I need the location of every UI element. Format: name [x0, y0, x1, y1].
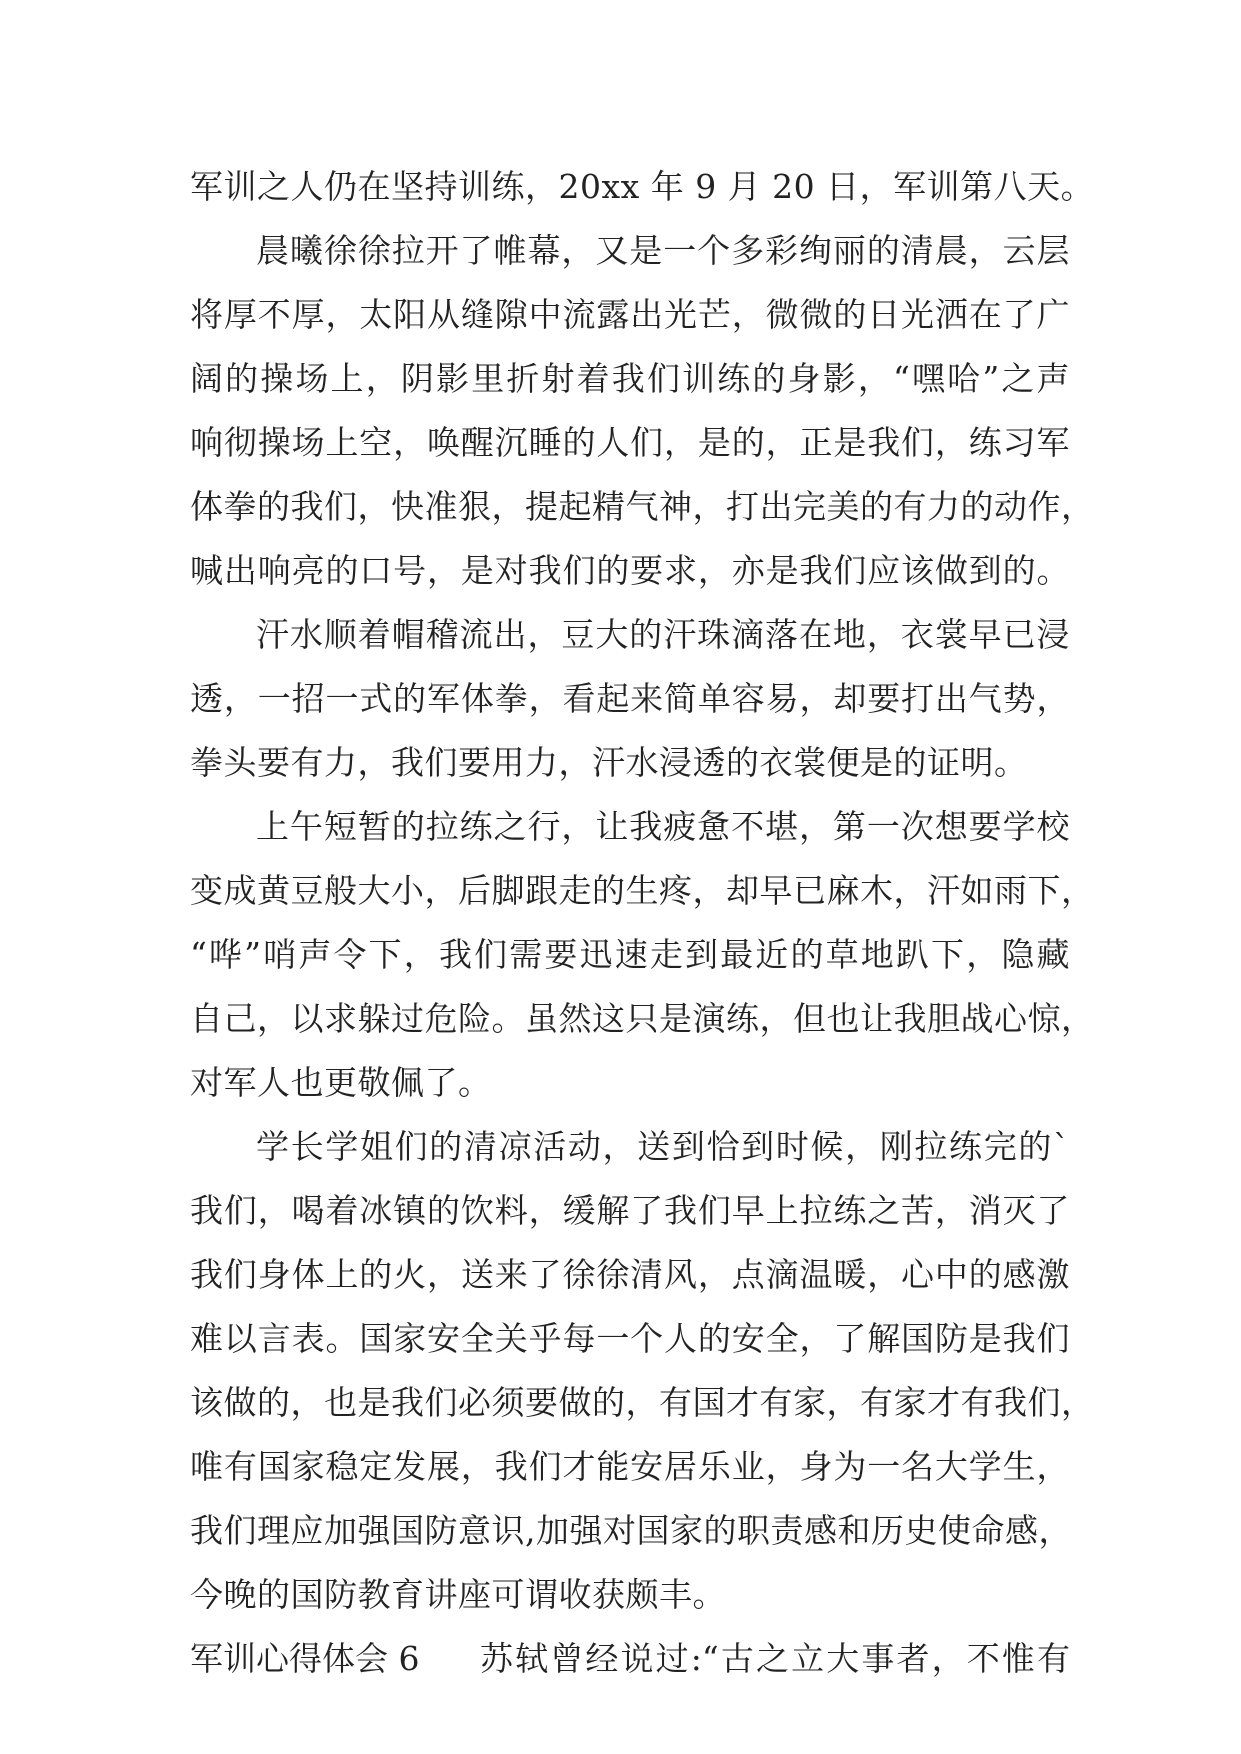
paragraph: [190, 219, 1095, 603]
text-line: 阔的操场上，阴影里折射着我们训练的身影，“嘿哈”之声: [190, 359, 1070, 398]
text-line: 对军人也更敬佩了。: [190, 1063, 492, 1102]
text-line: 学长学姐们的清凉活动，送到恰到时候，刚拉练完的`: [256, 1127, 1070, 1166]
text-line: 上午短暂的拉练之行，让我疲惫不堪，第一次想要学校: [256, 807, 1070, 846]
paragraph: [190, 1115, 1095, 1627]
text-line: 军训之人仍在坚持训练，20xx 年 9 月 20 日，军训第八天。: [190, 167, 1095, 206]
text-line: 透，一招一式的军体拳，看起来简单容易，却要打出气势，: [190, 679, 1070, 718]
text-line: 我们身体上的火，送来了徐徐清风，点滴温暖，心中的感激: [190, 1255, 1070, 1294]
text-line: 该做的，也是我们必须要做的，有国才有家，有家才有我们，: [190, 1383, 1095, 1422]
paragraph: [190, 155, 1095, 219]
text-line: 喊出响亮的口号，是对我们的要求，亦是我们应该做到的。: [190, 551, 1070, 590]
text-line: 将厚不厚，太阳从缝隙中流露出光芒，微微的日光洒在了广: [190, 295, 1070, 334]
text-line: “哗”哨声令下，我们需要迅速走到最近的草地趴下，隐藏: [190, 935, 1070, 974]
text-line: 我们，喝着冰镇的饮料，缓解了我们早上拉练之苦，消灭了: [190, 1191, 1070, 1230]
paragraph: [190, 795, 1095, 1115]
text-line: 汗水顺着帽稽流出，豆大的汗珠滴落在地，衣裳早已浸: [256, 615, 1070, 654]
text-line: 体拳的我们，快准狠，提起精气神，打出完美的有力的动作，: [190, 487, 1095, 526]
section-heading: 军训心得体会 6: [190, 1639, 420, 1678]
text-line: 拳头要有力，我们要用力，汗水浸透的衣裳便是的证明。: [190, 743, 1028, 782]
text-line: 响彻操场上空，唤醒沉睡的人们，是的，正是我们，练习军: [190, 423, 1070, 462]
text-line: 今晚的国防教育讲座可谓收获颇丰。: [190, 1575, 726, 1614]
text-line: 变成黄豆般大小，后脚跟走的生疼，却早已麻木，汗如雨下，: [190, 871, 1095, 910]
paragraph: [190, 603, 1070, 795]
text-line: 唯有国家稳定发展，我们才能安居乐业，身为一名大学生，: [190, 1447, 1070, 1486]
section-text: 苏轼曾经说过:“古之立大事者，不惟有: [480, 1639, 1070, 1678]
section-heading-line: [190, 1627, 1070, 1691]
text-line: 我们理应加强国防意识,加强对国家的职责感和历史使命感，: [190, 1511, 1072, 1550]
text-line: 难以言表。国家安全关乎每一个人的安全，了解国防是我们: [190, 1319, 1070, 1358]
document-page: [190, 155, 1095, 1691]
text-line: 晨曦徐徐拉开了帷幕，又是一个多彩绚丽的清晨，云层: [256, 231, 1070, 270]
text-line: 自己，以求躲过危险。虽然这只是演练，但也让我胆战心惊，: [190, 999, 1095, 1038]
